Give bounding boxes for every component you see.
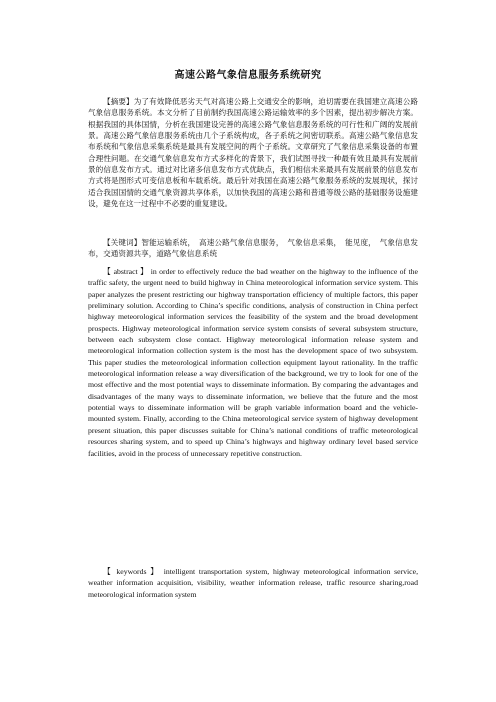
chinese-abstract-text: 为了有效降低恶劣天气对高速公路上交通安全的影响，迫切需要在我国建立高速公路气象信息服务系统。本文分析了目前制约我国高速公路运输效率的多个因素，提出初步解决方案。根据我国的具体国情，分析在我国建设完善的高速公路气象信息服务系统的可行性和广阔的发展前景。高速公路气象信息服务系统由几个子系统构成，各子系统之间密切联系。高速公路气象信息发布系统和气象信息采集系统是最具有发展空间的两个子系统。文章研究了气象信息采集设备的布置合理性问题。在交通气象信息发布方式多样化的背景下，我们试图寻找一种最有效且最具有发展前景的信息发布方式。通过对比诸多信息发布方式优缺点，我们相信未来最具有发展前景的信息发布方式将是图形式可变信息板和车载系统。最后针对我国在高速公路气象服务系统的发展现状，探讨适合我国国情的交通气象资源共享体系，以加快我国的高速公路和普通等级公路的基础服务设施建设，避免在这一过程中不必要的重复建设。: [88, 97, 419, 209]
english-abstract: [88, 266, 418, 459]
chinese-keywords-text: 智能运输系统， 高速公路气象信息服务， 气象信息采集， 能见度， 气象信息发布，交通资源共享，道路气象信息系统: [88, 238, 418, 259]
english-keywords: [88, 566, 418, 600]
english-keywords-label: 【 keywords 】: [103, 567, 160, 576]
chinese-abstract: [88, 96, 418, 209]
chinese-keywords-label: 【关键词】: [103, 238, 142, 247]
english-abstract-text: in order to effectively reduce the bad weather on the highway to the influence of the traffic safety, the urgent need to build highway in China meteorological information service system. This paper analyzes the present restricting our highway transportation efficiency of multiple factors, this paper preliminary solution. According to China’s specific conditions, analysis of construction in China perfect highway meteorological information services the feasibility of the system and the broad development prospects. Highway meteorological information service system consists of several subsystem structure, between each subsystem close contact. Highway meteorological information release system and meteorological information collection system is the most has the development space of two subsystem. This paper studies the meteorological information collection equipment layout rationality. In the traffic meteorological information release a way diversification of the background, we try to look for one of the most effective and the most potential ways to disseminate information. By comparing the advantages and disadvantages of the many ways to disseminate information, we believe that the future and the most potential ways to disseminate information will be graph variable information board and the vehicle-mounted system. Finally, according to the China meteorological service system of highway development present situation, this paper discusses suitable for China’s national conditions of traffic meteorological resources sharing system, and to speed up China’s highways and highway ordinary level based service facilities, avoid in the process of unnecessary repetitive construction.: [88, 267, 418, 458]
english-keywords-text: intelligent transportation system, highway meteorological information service, weather information acquisition, visibility, weather information release, traffic resource sharing,road meteorological information system: [88, 567, 419, 599]
paper-title: 高速公路气象信息服务系统研究: [174, 70, 322, 81]
chinese-keywords: [88, 237, 418, 260]
chinese-abstract-label: 【摘要】: [103, 97, 134, 106]
english-abstract-label: 【 abstract 】: [103, 267, 149, 276]
